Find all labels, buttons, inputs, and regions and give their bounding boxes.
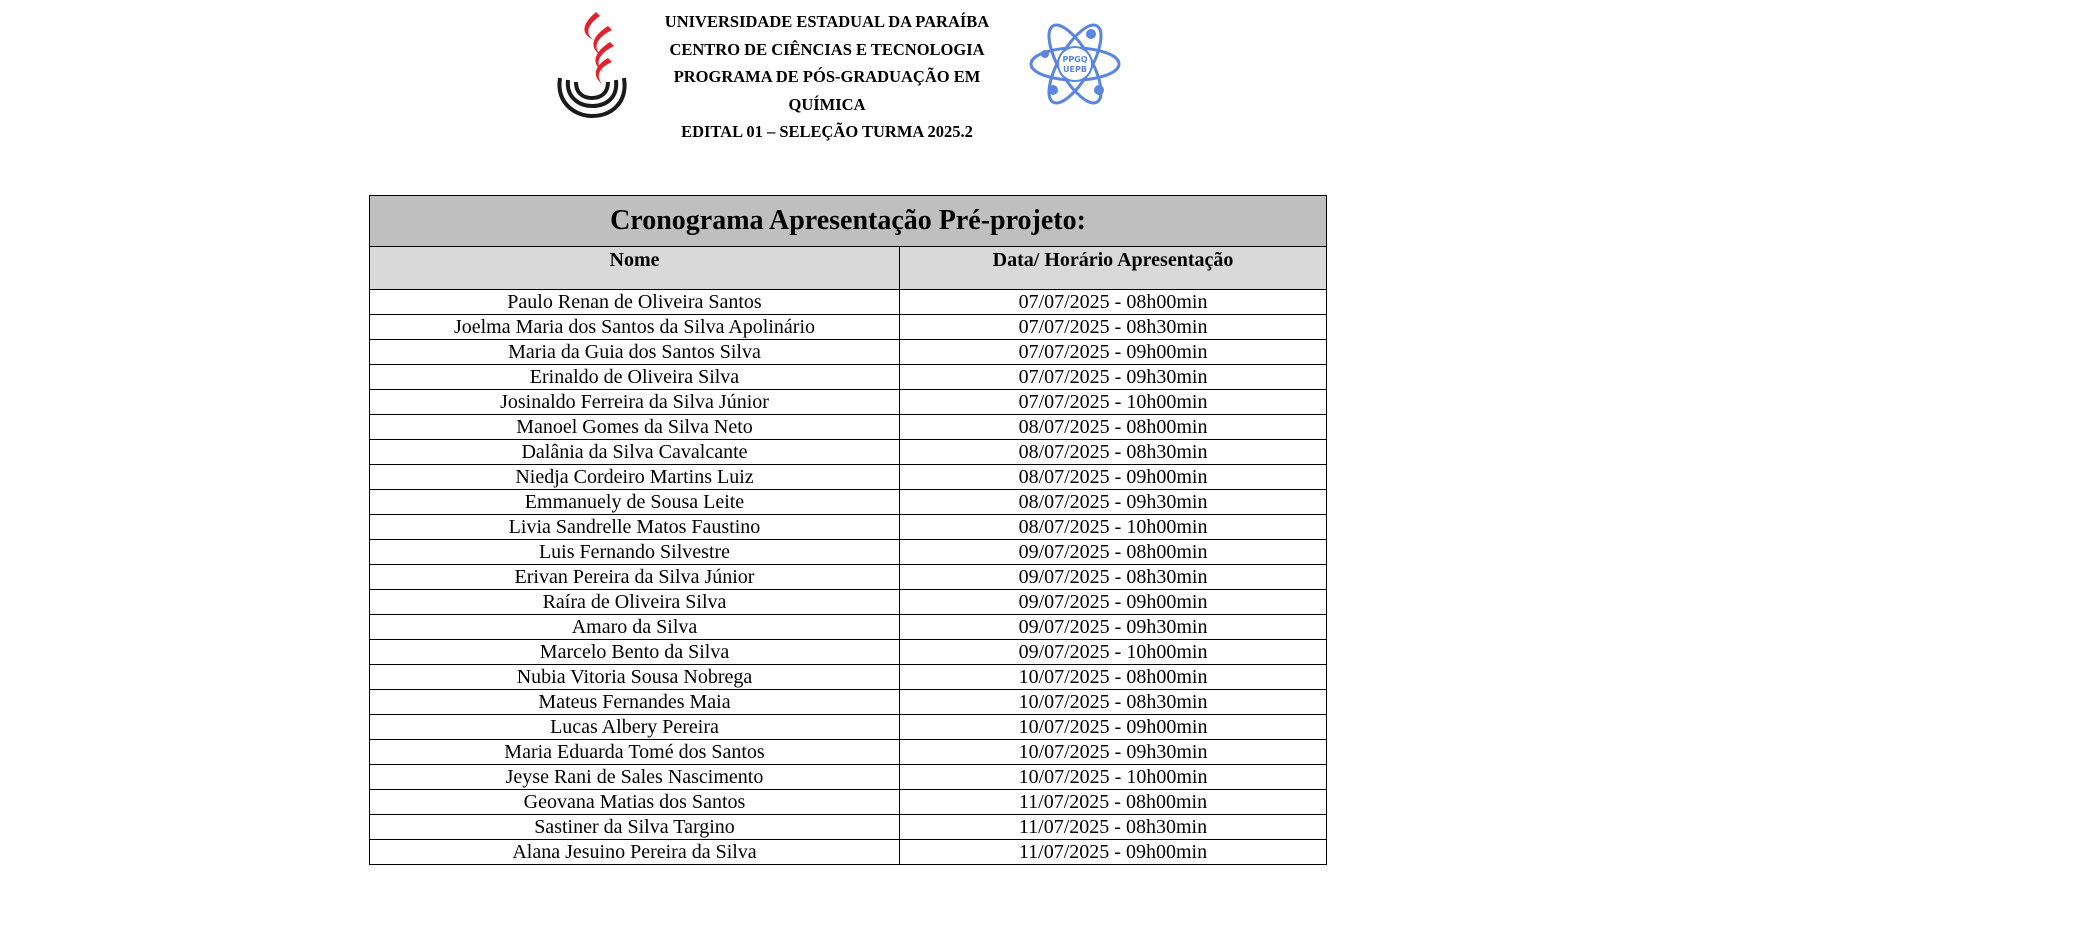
table-row bbox=[370, 640, 1327, 665]
table-title: Cronograma Apresentação Pré-projeto: bbox=[370, 196, 1327, 247]
edital-title: EDITAL 01 – SELEÇÃO TURMA 2025.2 bbox=[681, 122, 973, 142]
table-row bbox=[370, 840, 1327, 865]
cell-name: Luis Fernando Silvestre bbox=[370, 540, 900, 565]
table-row bbox=[370, 615, 1327, 640]
cell-datetime: 07/07/2025 - 09h00min bbox=[900, 340, 1327, 365]
column-header-name: Nome bbox=[370, 247, 900, 290]
cell-name: Jeyse Rani de Sales Nascimento bbox=[370, 765, 900, 790]
cell-datetime: 10/07/2025 - 09h00min bbox=[900, 715, 1327, 740]
table-row bbox=[370, 540, 1327, 565]
cell-datetime: 10/07/2025 - 08h00min bbox=[900, 665, 1327, 690]
cell-datetime: 10/07/2025 - 10h00min bbox=[900, 765, 1327, 790]
table-row bbox=[370, 740, 1327, 765]
cell-name: Alana Jesuino Pereira da Silva bbox=[370, 840, 900, 865]
cell-name: Marcelo Bento da Silva bbox=[370, 640, 900, 665]
schedule-table bbox=[369, 195, 1327, 865]
table-row bbox=[370, 290, 1327, 315]
uepb-logo-icon bbox=[552, 8, 632, 120]
svg-text:UEPB: UEPB bbox=[1063, 65, 1087, 74]
table-row bbox=[370, 690, 1327, 715]
cell-name: Geovana Matias dos Santos bbox=[370, 790, 900, 815]
cell-datetime: 09/07/2025 - 10h00min bbox=[900, 640, 1327, 665]
cell-datetime: 08/07/2025 - 08h00min bbox=[900, 415, 1327, 440]
cell-datetime: 11/07/2025 - 09h00min bbox=[900, 840, 1327, 865]
program-name-line1: PROGRAMA DE PÓS-GRADUAÇÃO EM bbox=[673, 67, 981, 87]
cell-name: Sastiner da Silva Targino bbox=[370, 815, 900, 840]
cell-datetime: 11/07/2025 - 08h00min bbox=[900, 790, 1327, 815]
ppgq-atom-logo-icon bbox=[1027, 12, 1123, 116]
cell-datetime: 08/07/2025 - 09h00min bbox=[900, 465, 1327, 490]
cell-datetime: 08/07/2025 - 10h00min bbox=[900, 515, 1327, 540]
cell-datetime: 07/07/2025 - 09h30min bbox=[900, 365, 1327, 390]
table-row bbox=[370, 415, 1327, 440]
table-row bbox=[370, 440, 1327, 465]
cell-name: Maria da Guia dos Santos Silva bbox=[370, 340, 900, 365]
table-row bbox=[370, 565, 1327, 590]
table-row bbox=[370, 365, 1327, 390]
cell-datetime: 09/07/2025 - 08h30min bbox=[900, 565, 1327, 590]
cell-datetime: 07/07/2025 - 08h30min bbox=[900, 315, 1327, 340]
cell-name: Joelma Maria dos Santos da Silva Apolinário bbox=[370, 315, 900, 340]
cell-datetime: 11/07/2025 - 08h30min bbox=[900, 815, 1327, 840]
cell-datetime: 07/07/2025 - 10h00min bbox=[900, 390, 1327, 415]
table-row bbox=[370, 465, 1327, 490]
table-row bbox=[370, 590, 1327, 615]
cell-name: Josinaldo Ferreira da Silva Júnior bbox=[370, 390, 900, 415]
cell-name: Nubia Vitoria Sousa Nobrega bbox=[370, 665, 900, 690]
cell-name: Paulo Renan de Oliveira Santos bbox=[370, 290, 900, 315]
cell-datetime: 09/07/2025 - 08h00min bbox=[900, 540, 1327, 565]
cell-name: Niedja Cordeiro Martins Luiz bbox=[370, 465, 900, 490]
table-body bbox=[370, 290, 1327, 865]
svg-text:PPGQ: PPGQ bbox=[1062, 55, 1088, 64]
table-row bbox=[370, 340, 1327, 365]
cell-datetime: 09/07/2025 - 09h30min bbox=[900, 615, 1327, 640]
cell-name: Emmanuely de Sousa Leite bbox=[370, 490, 900, 515]
cell-name: Mateus Fernandes Maia bbox=[370, 690, 900, 715]
center-name: CENTRO DE CIÊNCIAS E TECNOLOGIA bbox=[669, 39, 985, 59]
table-row bbox=[370, 490, 1327, 515]
document-header bbox=[632, 8, 1022, 146]
table-row bbox=[370, 515, 1327, 540]
cell-datetime: 07/07/2025 - 08h00min bbox=[900, 290, 1327, 315]
column-header-datetime: Data/ Horário Apresentação bbox=[900, 247, 1327, 290]
cell-datetime: 09/07/2025 - 09h00min bbox=[900, 590, 1327, 615]
table-row bbox=[370, 665, 1327, 690]
cell-datetime: 08/07/2025 - 09h30min bbox=[900, 490, 1327, 515]
cell-datetime: 10/07/2025 - 09h30min bbox=[900, 740, 1327, 765]
cell-name: Erinaldo de Oliveira Silva bbox=[370, 365, 900, 390]
university-name: UNIVERSIDADE ESTADUAL DA PARAÍBA bbox=[664, 12, 990, 31]
table-row bbox=[370, 790, 1327, 815]
program-name-line2: QUÍMICA bbox=[788, 94, 866, 114]
table-row bbox=[370, 315, 1327, 340]
cell-name: Erivan Pereira da Silva Júnior bbox=[370, 565, 900, 590]
table-row bbox=[370, 390, 1327, 415]
cell-name: Raíra de Oliveira Silva bbox=[370, 590, 900, 615]
cell-name: Dalânia da Silva Cavalcante bbox=[370, 440, 900, 465]
table-row bbox=[370, 815, 1327, 840]
cell-name: Manoel Gomes da Silva Neto bbox=[370, 415, 900, 440]
cell-datetime: 08/07/2025 - 08h30min bbox=[900, 440, 1327, 465]
cell-name: Lucas Albery Pereira bbox=[370, 715, 900, 740]
cell-name: Maria Eduarda Tomé dos Santos bbox=[370, 740, 900, 765]
cell-name: Livia Sandrelle Matos Faustino bbox=[370, 515, 900, 540]
table-row bbox=[370, 715, 1327, 740]
cell-datetime: 10/07/2025 - 08h30min bbox=[900, 690, 1327, 715]
cell-name: Amaro da Silva bbox=[370, 615, 900, 640]
table-row bbox=[370, 765, 1327, 790]
